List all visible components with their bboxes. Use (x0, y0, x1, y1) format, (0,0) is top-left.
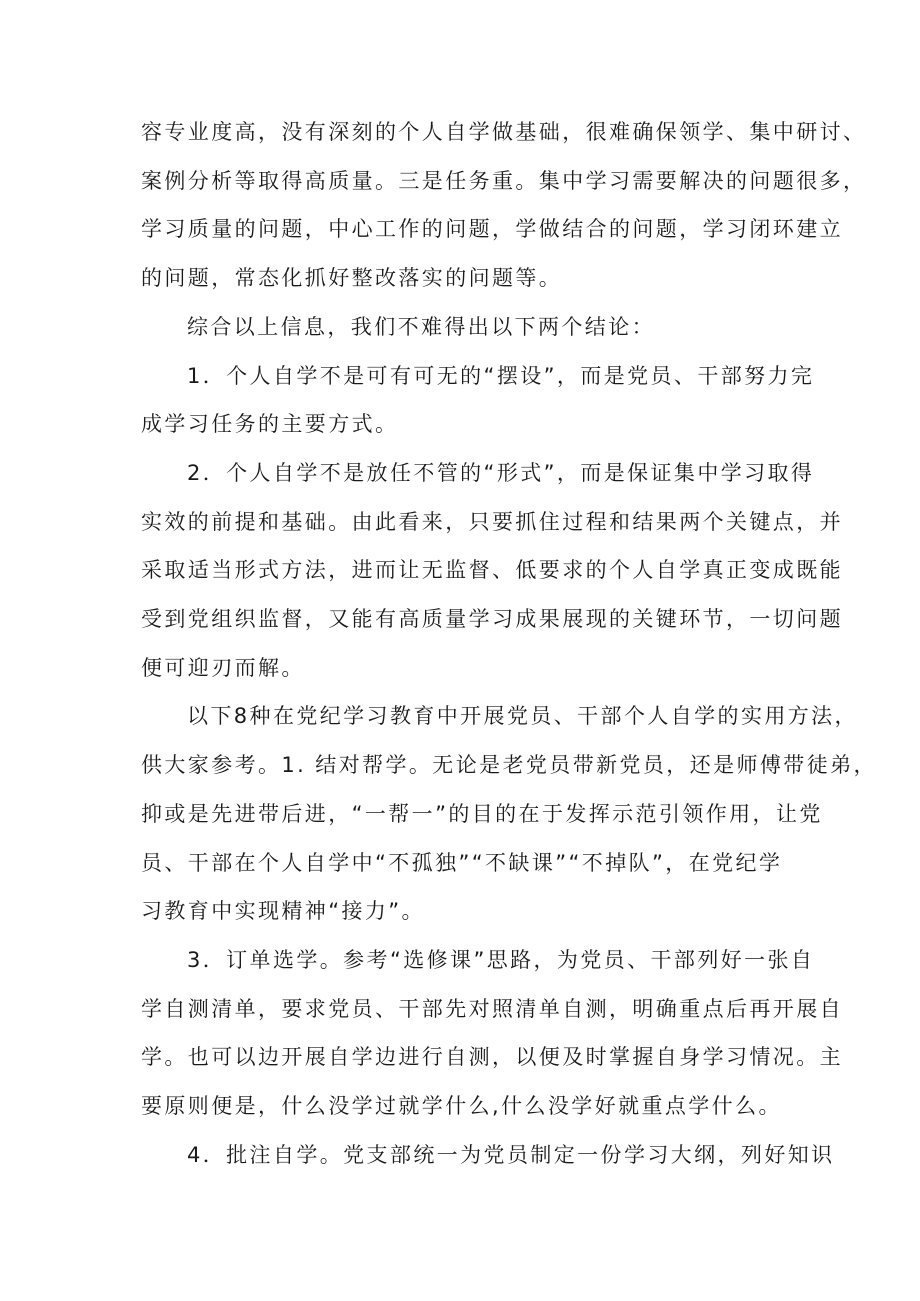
text-line: 2．个人自学不是放任不管的“形式”，而是保证集中学习取得 (187, 460, 815, 485)
text-line: 3．订单选学。参考“选修课”思路，为党员、干部列好一张自 (187, 947, 815, 972)
paragraph-task-burden (141, 108, 867, 303)
paragraph-conclusion-1 (141, 352, 815, 449)
text-line: 学自测清单，要求党员、干部先对照清单自测，明确重点后再开展自 (141, 996, 843, 1021)
text-line: 学习质量的问题，中心工作的问题，学做结合的问题，学习闭环建立 (141, 217, 843, 242)
text-line: 容专业度高，没有深刻的个人自学做基础，很难确保领学、集中研讨、 (141, 120, 867, 144)
text-line: 4．批注自学。党支部统一为党员制定一份学习大纲，列好知识 (187, 1142, 835, 1167)
text-line: 抑或是先进带后进，“一帮一”的目的在于发挥示范引领作用，让党 (141, 801, 823, 826)
text-line: 受到党组织监督，又能有高质量学习成果展现的关键环节，一切问题 (141, 607, 843, 632)
text-line: 综合以上信息，我们不难得出以下两个结论： (187, 314, 655, 339)
text-line: 员、干部在个人自学中“不孤独”“不缺课”“不掉队”，在党纪学 (141, 850, 783, 875)
text-line: 供大家参考。1. 结对帮学。无论是老党员带新党员，还是师傅带徒弟， (141, 753, 877, 778)
document-body (141, 108, 877, 1179)
text-line: 便可迎刃而解。 (141, 655, 305, 680)
text-line: 采取适当形式方法，进而让无监督、低要求的个人自学真正变成既能 (141, 558, 843, 583)
paragraph-conclusion-intro (141, 303, 781, 352)
text-line: 要原则便是，什么没学过就学什么,什么没学好就重点学什么。 (141, 1094, 782, 1119)
text-line: 学。也可以边开展自学边进行自测，以便及时掌握自身学习情况。主 (141, 1045, 843, 1070)
paragraph-methods-intro (141, 692, 877, 936)
text-line: 以下8种在党纪学习教育中开展党员、干部个人自学的实用方法， (187, 704, 858, 729)
text-line: 成学习任务的主要方式。 (141, 412, 399, 437)
text-line: 习教育中实现精神“接力”。 (141, 899, 425, 924)
text-line: 1．个人自学不是可有可无的“摆设”，而是党员、干部努力完 (187, 363, 815, 388)
text-line: 的问题，常态化抓好整改落实的问题等。 (141, 266, 563, 291)
paragraph-method-4 (141, 1131, 835, 1180)
paragraph-method-3 (141, 936, 843, 1131)
text-line: 案例分析等取得高质量。三是任务重。集中学习需要解决的问题很多， (141, 168, 867, 193)
text-line: 实效的前提和基础。由此看来，只要抓住过程和结果两个关键点，并 (141, 509, 843, 534)
paragraph-conclusion-2 (141, 449, 843, 693)
